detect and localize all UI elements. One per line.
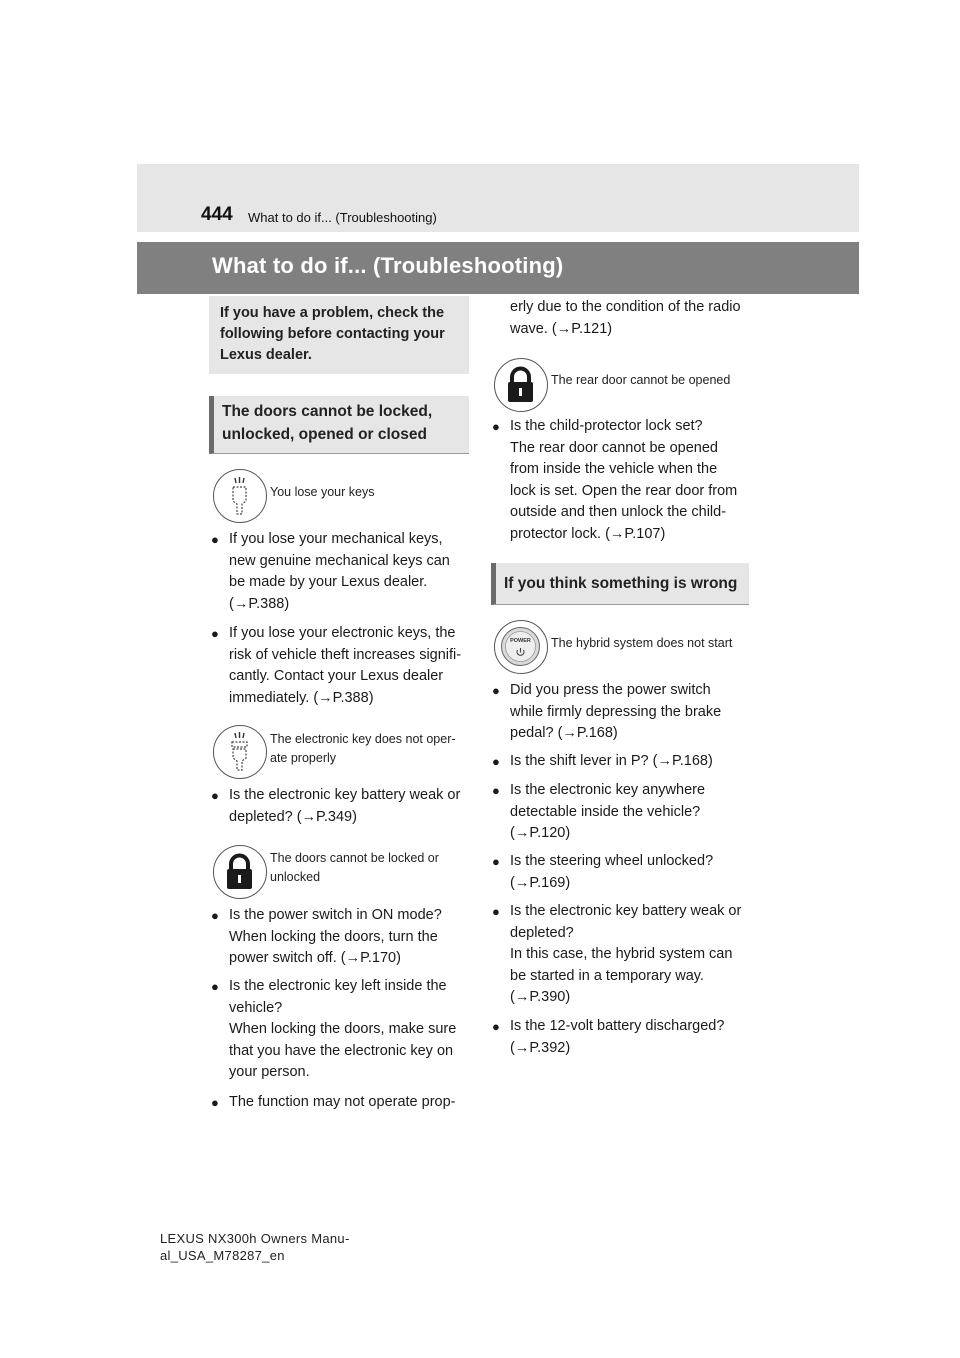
page-number: 444: [201, 204, 233, 225]
icon-caption-key-not-operate: The electronic key does not oper- ate properly: [270, 732, 456, 765]
power-switch-label: POWER: [510, 638, 531, 644]
bullet-item: ● If you lose your mechanical keys, new genuine mechanical keys can be made by your Lexus dealer. (→P.388): [211, 531, 450, 612]
bullet-item: ● Is the electronic key anywhere detectable inside the vehicle? (→P.120): [492, 782, 706, 841]
bullet-item: ● The function may not operate prop-: [211, 1094, 456, 1110]
key-icon: [213, 725, 267, 779]
bullet-item: ● Is the 12-volt battery discharged? (→P.392): [492, 1018, 725, 1056]
bullet-item: ● Is the electronic key battery weak or depleted? (→P.349): [211, 787, 461, 825]
bullet-item: ● Is the shift lever in P? (→P.168): [492, 753, 713, 769]
running-title: What to do if... (Troubleshooting): [248, 210, 437, 225]
intro-text: If you have a problem, check the following before contacting your Lexus dealer.: [220, 305, 445, 363]
icon-caption-hybrid-start: The hybrid system does not start: [551, 636, 733, 650]
section-heading-something-wrong: If you think something is wrong: [491, 563, 749, 605]
bullet-item: ● Is the power switch in ON mode? When locking the doors, turn the power switch off. (→P.170): [211, 907, 442, 966]
bullet-item: ● If you lose your electronic keys, the risk of vehicle theft increases signifi- cantly. Contact your Lexus dealer immediately. (→P.388): [211, 625, 462, 706]
bullet-item: ● Is the child-protector lock set? The rear door cannot be opened from inside the vehicle when the lock is set. Open the rear door from outside and then unlock the child- protector lock. (→P.107): [492, 418, 738, 542]
header-band: [137, 164, 859, 232]
icon-caption-lost-keys: You lose your keys: [270, 485, 375, 499]
bullet-item-continued: erly due to the condition of the radio wave. (→P.121): [510, 299, 741, 337]
bullet-item: ● Did you press the power switch while firmly depressing the brake pedal? (→P.168): [492, 682, 722, 741]
bullet-item: ● Is the electronic key left inside the vehicle? When locking the doors, make sure that you have the electronic key on your person.: [211, 978, 457, 1080]
key-icon: [213, 469, 267, 523]
icon-caption-rear-door: The rear door cannot be opened: [551, 373, 731, 387]
page-title: What to do if... (Troubleshooting): [212, 253, 564, 278]
padlock-icon: [494, 358, 548, 412]
section-heading-doors: The doors cannot be locked, unlocked, opened or closed: [209, 396, 469, 454]
bullet-item: ● Is the steering wheel unlocked? (→P.169): [492, 853, 714, 891]
power-switch-icon: [494, 620, 548, 674]
padlock-icon: [213, 845, 267, 899]
footer-manual-id: LEXUS NX300h Owners Manu- al_USA_M78287_en: [160, 1231, 350, 1263]
icon-caption-doors-lock: The doors cannot be locked or unlocked: [270, 851, 439, 884]
bullet-item: ● Is the electronic key battery weak or depleted? In this case, the hybrid system can be started in a temporary way. (→P.390): [492, 903, 742, 1005]
